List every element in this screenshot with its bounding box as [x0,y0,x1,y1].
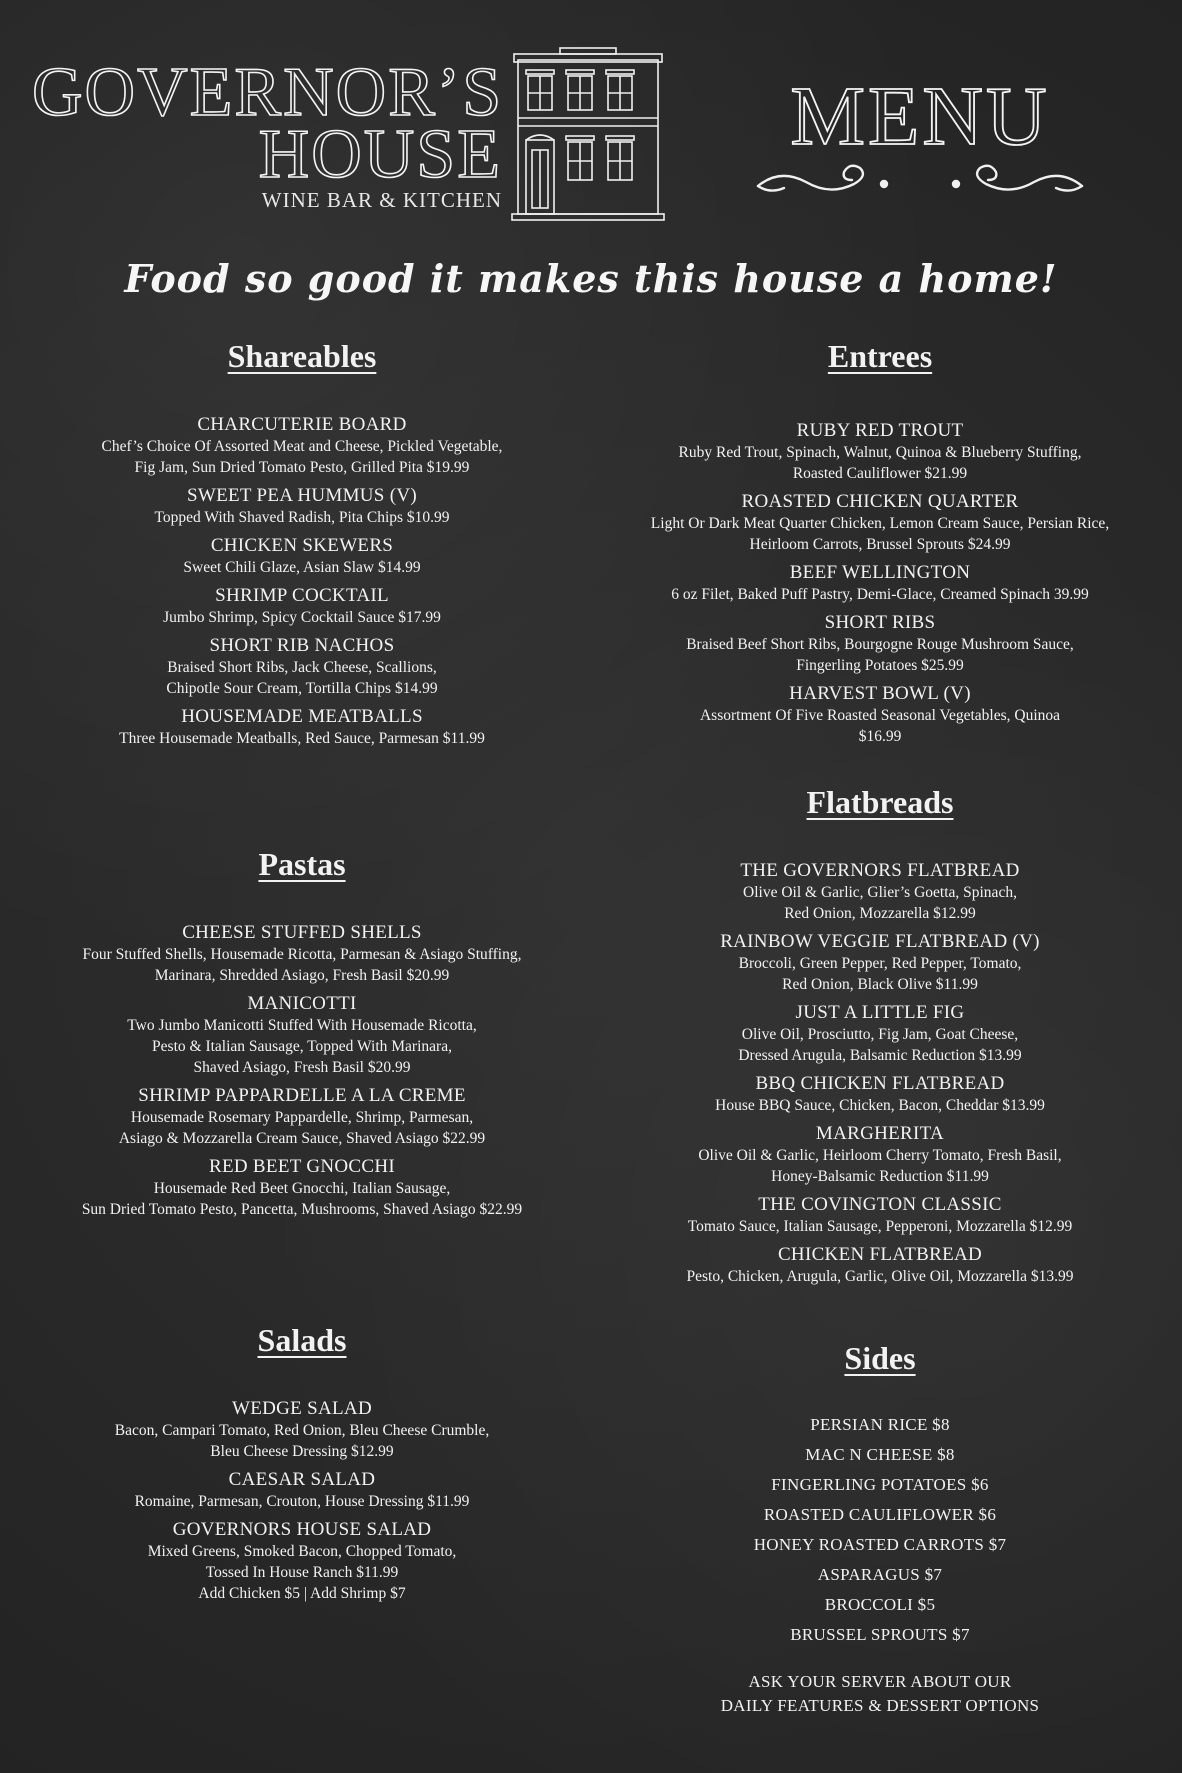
menu-item-description: Olive Oil, Prosciutto, Fig Jam, Goat Cheese, Dressed Arugula, Balsamic Reduction $13.99 [738,1026,1022,1064]
menu-item [40,1398,564,1462]
menu-item-name: CHEESE STUFFED SHELLS [182,922,422,943]
menu-item [610,562,1150,605]
menu-item-description: Jumbo Shrimp, Spicy Cocktail Sauce $17.99 [163,609,441,626]
menu-item [40,1519,564,1604]
menu-item-description: Four Stuffed Shells, Housemade Ricotta, Parmesan & Asiago Stuffing, Marinara, Shredded Asiago, Fresh Basil $20.99 [82,946,522,984]
pastas-section [40,844,564,1227]
menu-item-name: SWEET PEA HUMMUS (V) [187,485,417,506]
menu-item [40,535,564,578]
menu-item-description: Tomato Sauce, Italian Sausage, Pepperoni, Mozzarella $12.99 [687,1218,1073,1235]
menu-item-name: HARVEST BOWL (V) [789,683,971,704]
menu-item-name: THE GOVERNORS FLATBREAD [740,860,1020,881]
menu-item-description: Pesto, Chicken, Arugula, Garlic, Olive Oil, Mozzarella $13.99 [686,1268,1074,1285]
menu-item [610,1123,1150,1187]
menu-item-name: CHARCUTERIE BOARD [197,414,407,435]
menu-item-description: Sweet Chili Glaze, Asian Slaw $14.99 [183,559,421,576]
menu-item-description: Three Housemade Meatballs, Red Sauce, Parmesan $11.99 [119,730,485,747]
side-item: HONEY ROASTED CARROTS $7 [753,1535,1007,1554]
flourish-ornament-icon [750,160,1090,210]
tagline: Food so good it makes this house a home! [124,256,1058,301]
menu-item-name: RED BEET GNOCCHI [208,1156,395,1177]
menu-item-description: Housemade Rosemary Pappardelle, Shrimp, Parmesan, Asiago & Mozzarella Cream Sauce, Shaved Asiago $22.99 [118,1109,486,1147]
menu-item-name: BBQ CHICKEN FLATBREAD [755,1073,1005,1094]
menu-item [40,706,564,749]
menu-item-description: Bacon, Campari Tomato, Red Onion, Bleu Cheese Crumble, Bleu Cheese Dressing $12.99 [114,1422,490,1460]
menu-item-name: JUST A LITTLE FIG [795,1002,965,1023]
menu-item [40,1156,564,1220]
section-title-salads: Salads [257,1322,347,1358]
section-title-pastas: Pastas [258,846,346,882]
brand-subtitle: WINE BAR & KITCHEN [261,188,502,212]
menu-item [610,612,1150,676]
section-title-shareables: Shareables [227,338,377,374]
brand-name-line-1: GOVERNOR’S [32,54,504,131]
menu-item-name: WEDGE SALAD [232,1398,372,1419]
server-note: ASK YOUR SERVER ABOUT OUR DAILY FEATURES & DESSERT OPTIONS [720,1672,1040,1715]
menu-item [610,931,1150,995]
menu-item-description: Braised Beef Short Ribs, Bourgogne Rouge Mushroom Sauce, Fingerling Potatoes $25.99 [686,636,1074,674]
menu-item-description: 6 oz Filet, Baked Puff Pastry, Demi-Glace, Creamed Spinach 39.99 [671,586,1089,603]
menu-item-name: CHICKEN SKEWERS [210,535,394,556]
menu-item-description: Chef’s Choice Of Assorted Meat and Cheese, Pickled Vegetable, Fig Jam, Sun Dried Tomato Pesto, Grilled Pita $19.99 [101,438,503,476]
entrees-section [610,336,1150,754]
flatbreads-list [610,860,1150,1287]
menu-item-name: RUBY RED TROUT [796,420,964,441]
menu-item-description: House BBQ Sauce, Chicken, Bacon, Cheddar $13.99 [715,1097,1045,1114]
menu-item [610,420,1150,484]
menu-item-description: Assortment Of Five Roasted Seasonal Vegetables, Quinoa $16.99 [699,707,1061,745]
side-item: ASPARAGUS $7 [817,1565,943,1584]
entrees-list [610,420,1150,747]
menu-item [40,414,564,478]
menu-item [610,1002,1150,1066]
menu-item-name: HOUSEMADE MEATBALLS [181,706,423,727]
sides-list [610,1410,1150,1650]
menu-item-description: Braised Short Ribs, Jack Cheese, Scallions, Chipotle Sour Cream, Tortilla Chips $14.99 [166,659,438,697]
menu-item-name: BEEF WELLINGTON [789,562,971,583]
menu-item-name: MARGHERITA [815,1123,945,1144]
menu-item [40,485,564,528]
menu-item-name: SHORT RIBS [824,612,936,633]
menu-item [610,1194,1150,1237]
side-item: BRUSSEL SPROUTS $7 [790,1625,970,1644]
pastas-list [40,922,564,1220]
shareables-section [40,336,564,756]
section-title-entrees: Entrees [827,338,933,374]
side-item: MAC N CHEESE $8 [805,1445,955,1464]
flatbreads-section [610,782,1150,1294]
salads-list [40,1398,564,1604]
salads-section [40,1320,564,1611]
menu-item [40,635,564,699]
menu-item [40,585,564,628]
menu-item-name: SHRIMP COCKTAIL [215,585,389,606]
menu-item [40,922,564,986]
menu-item-name: CAESAR SALAD [228,1469,376,1490]
menu-item-description: Olive Oil & Garlic, Heirloom Cherry Tomato, Fresh Basil, Honey-Balsamic Reduction $11.99 [698,1147,1062,1185]
menu-item-description: Ruby Red Trout, Spinach, Walnut, Quinoa & Blueberry Stuffing, Roasted Cauliflower $21.99 [678,444,1082,482]
sides-section [610,1338,1150,1718]
menu-item [610,491,1150,555]
menu-item [610,1073,1150,1116]
section-title-sides: Sides [844,1340,916,1376]
menu-item [40,1469,564,1512]
section-title-flatbreads: Flatbreads [806,784,954,820]
menu-item-name: CHICKEN FLATBREAD [777,1244,983,1265]
menu-item [40,1085,564,1149]
menu-item-description: Broccoli, Green Pepper, Red Pepper, Tomato, Red Onion, Black Olive $11.99 [738,955,1022,993]
brand-name-line-2: HOUSE [258,116,502,193]
house-icon [508,46,668,222]
menu-item-description: Topped With Shaved Radish, Pita Chips $10.99 [154,509,450,526]
menu-item-description: Light Or Dark Meat Quarter Chicken, Lemon Cream Sauce, Persian Rice, Heirloom Carrots, Brussel Sprouts $24.99 [650,515,1110,553]
menu-item-description: Housemade Red Beet Gnocchi, Italian Sausage, Sun Dried Tomato Pesto, Pancetta, Mushrooms, Shaved Asiago $22.99 [81,1180,523,1218]
side-item: FINGERLING POTATOES $6 [771,1475,989,1494]
menu-item-name: MANICOTTI [247,993,357,1014]
side-item: ROASTED CAULIFLOWER $6 [763,1505,997,1524]
menu-item-name: SHORT RIB NACHOS [209,635,395,656]
side-item: PERSIAN RICE $8 [810,1415,950,1434]
menu-item [40,993,564,1078]
menu-item-name: ROASTED CHICKEN QUARTER [741,491,1019,512]
shareables-list [40,414,564,749]
menu-item-description: Mixed Greens, Smoked Bacon, Chopped Tomato, Tossed In House Ranch $11.99 Add Chicken $5 | Add Shrimp $7 [147,1543,457,1602]
menu-title: MENU [790,70,1050,163]
menu-item-name: RAINBOW VEGGIE FLATBREAD (V) [720,931,1040,952]
menu-item-name: GOVERNORS HOUSE SALAD [172,1519,432,1540]
menu-item-name: THE COVINGTON CLASSIC [758,1194,1002,1215]
menu-item-description: Romaine, Parmesan, Crouton, House Dressing $11.99 [134,1493,470,1510]
menu-item-description: Olive Oil & Garlic, Glier’s Goetta, Spinach, Red Onion, Mozzarella $12.99 [743,884,1017,922]
menu-item [610,860,1150,924]
menu-item [610,1244,1150,1287]
menu-item-description: Two Jumbo Manicotti Stuffed With Housemade Ricotta, Pesto & Italian Sausage, Topped With Marinara, Shaved Asiago, Fresh Basil $20.99 [127,1017,477,1076]
menu-item-name: SHRIMP PAPPARDELLE A LA CREME [138,1085,466,1106]
menu-item [610,683,1150,747]
brand-logo [32,54,504,213]
side-item: BROCCOLI $5 [824,1595,936,1614]
